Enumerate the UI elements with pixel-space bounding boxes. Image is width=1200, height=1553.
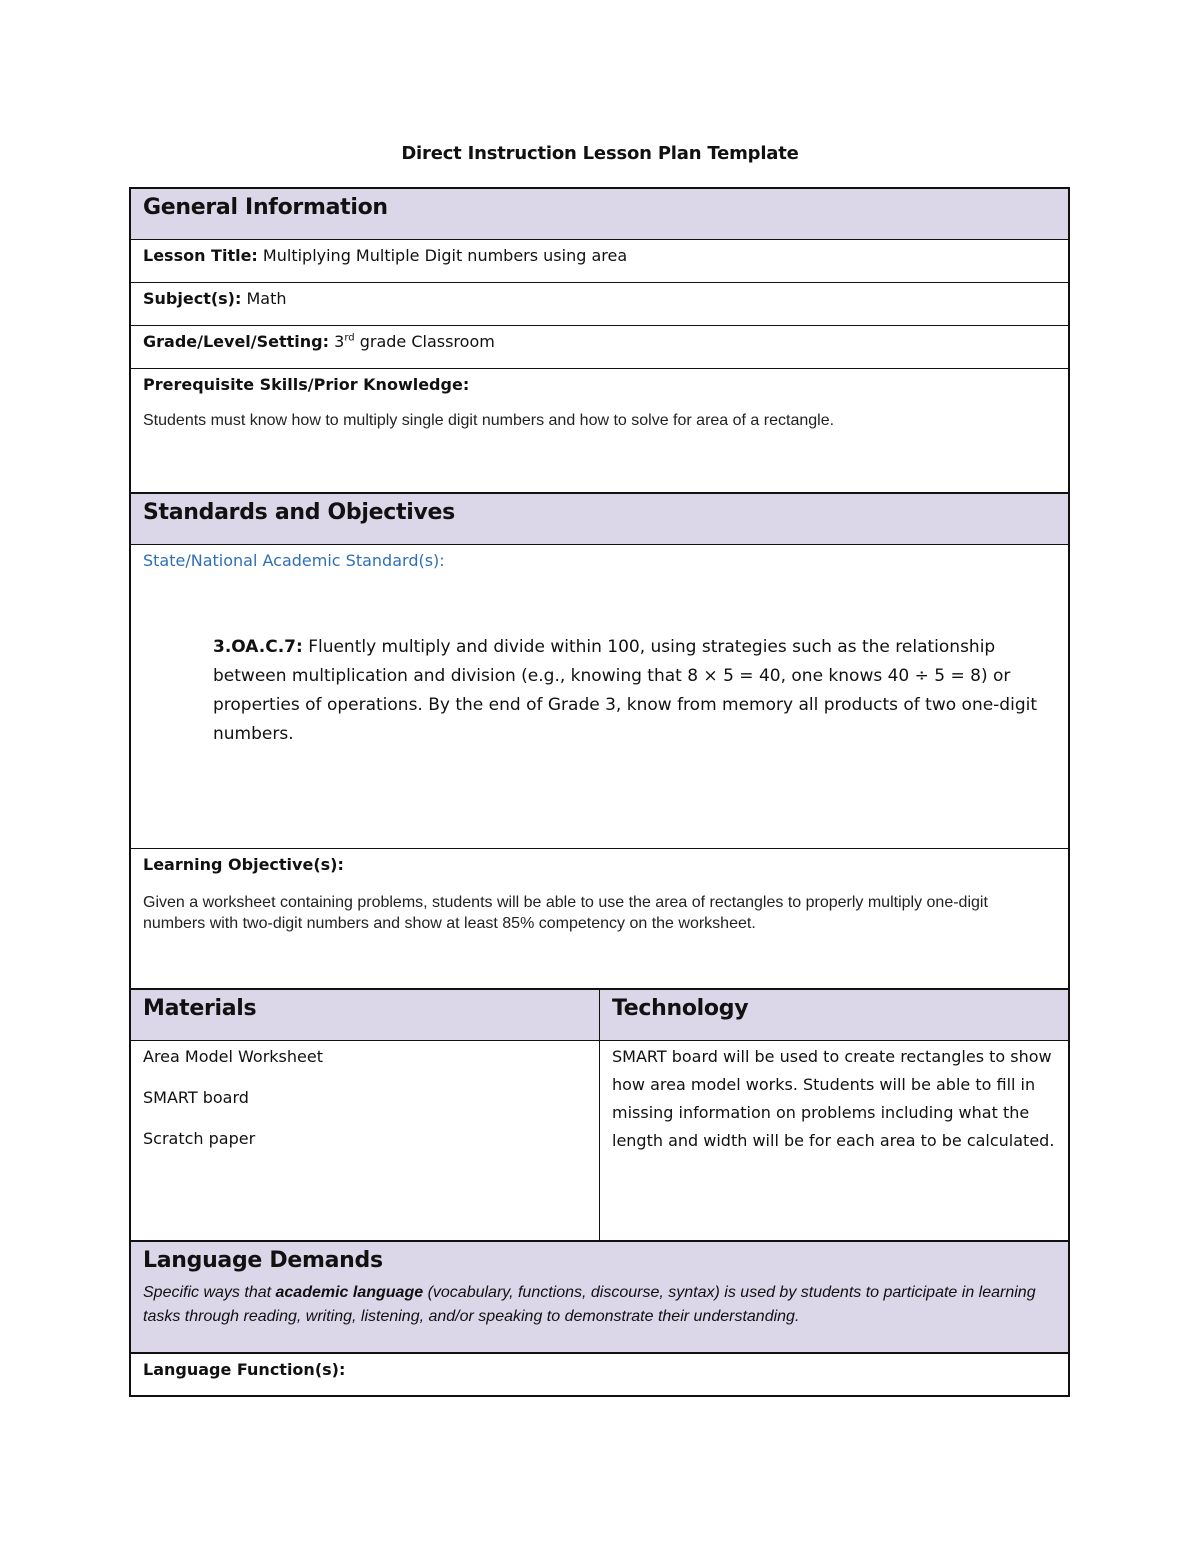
list-item: Area Model Worksheet <box>143 1047 323 1066</box>
standard-text <box>213 633 1043 749</box>
standard-description: Fluently multiply and divide within 100, using strategies such as the relationship between multiplication and division (e.g., knowing that 8 × 5 = 40, one knows 40 ÷ 5 = 8) or properties of operations. By the end of Grade 3, know from memory all products of two one-digit numbers. <box>213 637 1038 744</box>
lesson-title-field <box>131 240 1068 283</box>
description-emphasis: academic language <box>275 1284 424 1301</box>
technology-text: SMART board will be used to create rectangles to show how area model works. Students will be able to fill in missing information on problems including what the length and width will be for each area to be calculated. <box>612 1047 1055 1150</box>
subject-field <box>131 283 1068 326</box>
prerequisite-field <box>131 369 1068 494</box>
materials-technology-header <box>131 990 1068 1041</box>
field-label: Grade/Level/Setting: <box>143 332 330 351</box>
section-heading: General Information <box>143 195 388 220</box>
list-item: SMART board <box>143 1088 249 1107</box>
field-label: Learning Objective(s): <box>143 855 344 874</box>
grade-ordinal: rd <box>344 332 355 344</box>
technology-header <box>600 990 1068 1040</box>
academic-standards-field <box>131 545 1068 849</box>
standard-label: State/National Academic Standard(s): <box>143 551 445 570</box>
section-heading: Language Demands <box>143 1248 383 1273</box>
standards-objectives-header <box>131 494 1068 545</box>
grade-number: 3 <box>334 332 345 351</box>
language-function-field <box>131 1354 1068 1395</box>
field-label: Prerequisite Skills/Prior Knowledge: <box>143 375 470 394</box>
materials-technology-body <box>131 1041 1068 1242</box>
standard-code: 3.OA.C.7: <box>213 637 303 657</box>
field-value: Math <box>246 289 287 308</box>
description-text: (vocabulary, functions, discourse, syntax) is used by students to participate in learning tasks through reading, writing, listening, and/or speaking to demonstrate their understanding. <box>143 1284 1036 1325</box>
materials-list <box>131 1041 600 1240</box>
language-description <box>143 1281 1056 1329</box>
lesson-plan-table <box>129 187 1070 1397</box>
field-value: grade Classroom <box>359 332 495 351</box>
field-value: Students must know how to multiply single digit numbers and how to solve for area of a rectangle. <box>143 412 835 429</box>
field-value: Multiplying Multiple Digit numbers using area <box>262 246 628 265</box>
technology-description <box>600 1041 1068 1240</box>
field-label: Subject(s): <box>143 289 242 308</box>
page-title: Direct Instruction Lesson Plan Template <box>401 143 799 164</box>
field-label: Lesson Title: <box>143 246 258 265</box>
materials-header <box>131 990 600 1040</box>
grade-level-field <box>131 326 1068 369</box>
field-value: Given a worksheet containing problems, students will be able to use the area of rectangles to properly multiply one-digit numbers with two-digit numbers and show at least 85% competency on the worksheet. <box>143 894 988 932</box>
language-demands-header <box>131 1242 1068 1354</box>
section-heading: Technology <box>612 996 749 1021</box>
learning-objective-field <box>131 849 1068 990</box>
list-item: Scratch paper <box>143 1129 256 1148</box>
section-heading: Standards and Objectives <box>143 500 455 525</box>
field-label: Language Function(s): <box>143 1360 346 1379</box>
general-information-header <box>131 189 1068 240</box>
description-text: Specific ways that <box>143 1284 276 1301</box>
section-heading: Materials <box>143 996 257 1021</box>
